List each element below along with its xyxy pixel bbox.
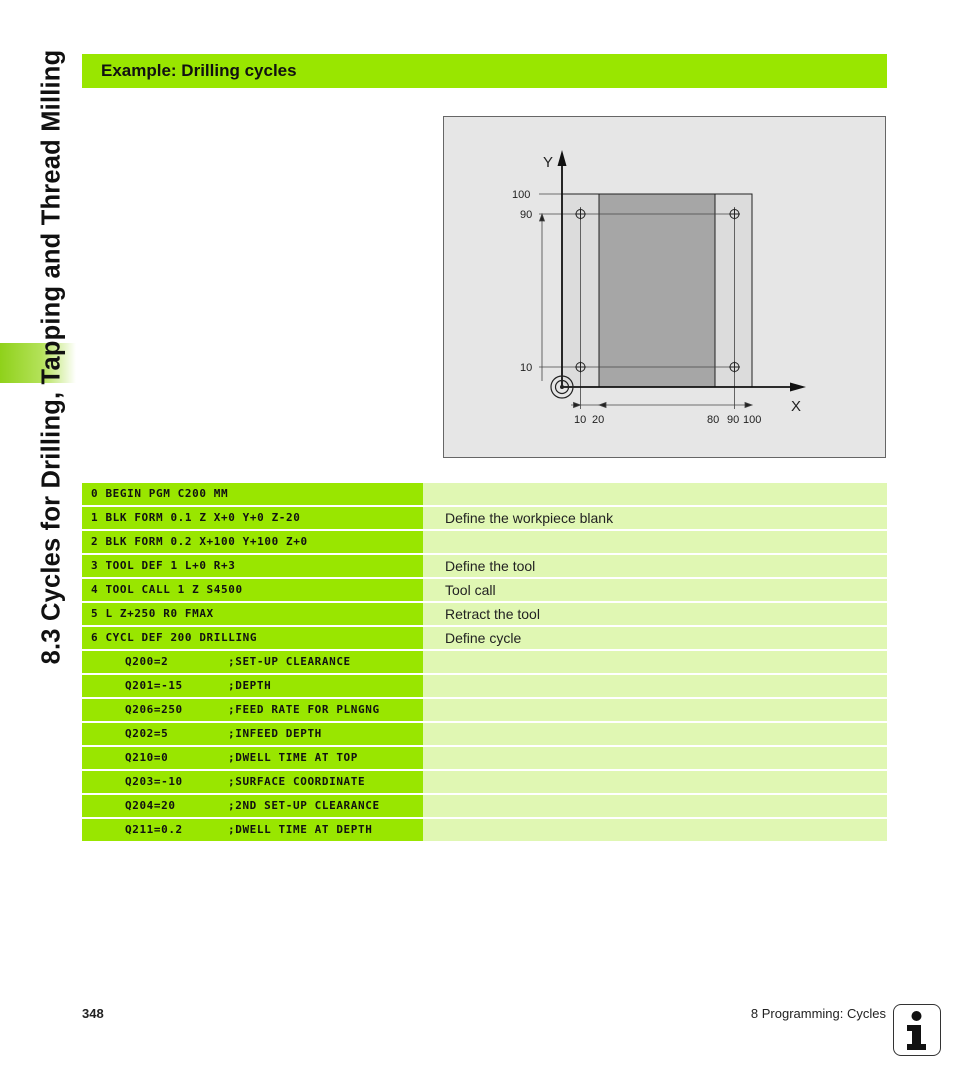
program-description: Retract the tool (423, 603, 887, 625)
program-description (423, 531, 887, 553)
program-description (423, 483, 887, 505)
program-description: Define the tool (423, 555, 887, 577)
program-row (82, 531, 887, 555)
y-tick-100: 100 (512, 189, 531, 201)
parameter-comment: ;SURFACE COORDINATE (228, 775, 366, 788)
program-line: 4 TOOL CALL 1 Z S4500 (91, 583, 243, 596)
parameter-value: Q204=20 (125, 799, 176, 812)
workpiece-drawing (444, 117, 885, 457)
program-line: 6 CYCL DEF 200 DRILLING (91, 631, 258, 644)
section-header (82, 54, 887, 88)
parameter-row (82, 819, 887, 843)
parameter-value: Q211=0.2 (125, 823, 183, 836)
parameter-comment: ;2ND SET-UP CLEARANCE (228, 799, 380, 812)
program-line: 0 BEGIN PGM C200 MM (91, 487, 229, 500)
program-line: 3 TOOL DEF 1 L+0 R+3 (91, 559, 236, 572)
parameter-comment: ;DWELL TIME AT TOP (228, 751, 359, 764)
parameter-row (82, 747, 887, 771)
x-tick-80: 80 (707, 414, 720, 426)
parameter-row (82, 675, 887, 699)
x-tick-20: 20 (592, 414, 605, 426)
parameter-row (82, 795, 887, 819)
program-line: 2 BLK FORM 0.2 X+100 Y+100 Z+0 (91, 535, 308, 548)
parameter-value: Q201=-15 (125, 679, 183, 692)
x-tick-10: 10 (574, 414, 587, 426)
program-row (82, 579, 887, 603)
chapter-side-title (32, 50, 72, 664)
x-tick-90: 90 (727, 414, 740, 426)
program-listing (82, 483, 887, 843)
program-description: Define cycle (423, 627, 887, 649)
parameter-description (423, 723, 887, 745)
info-icon (893, 1004, 941, 1056)
program-row (82, 603, 887, 627)
parameter-comment: ;SET-UP CLEARANCE (228, 655, 351, 668)
parameter-row (82, 651, 887, 675)
program-line: 5 L Z+250 R0 FMAX (91, 607, 214, 620)
parameter-row (82, 771, 887, 795)
workpiece-center-area (599, 194, 715, 387)
program-description: Define the workpiece blank (423, 507, 887, 529)
parameter-value: Q203=-10 (125, 775, 183, 788)
y-axis-label: Y (543, 154, 554, 171)
program-row (82, 507, 887, 531)
section-title: Example: Drilling cycles (101, 61, 297, 80)
y-axis-arrow (558, 150, 567, 166)
program-row (82, 627, 887, 651)
parameter-description (423, 699, 887, 721)
parameter-description (423, 771, 887, 793)
program-row (82, 483, 887, 507)
drilling-figure (443, 116, 886, 458)
footer-chapter-title: 8 Programming: Cycles (750, 1006, 886, 1021)
parameter-comment: ;INFEED DEPTH (228, 727, 322, 740)
parameter-description (423, 675, 887, 697)
parameter-description (423, 747, 887, 769)
parameter-comment: ;DWELL TIME AT DEPTH (228, 823, 373, 836)
y-tick-90: 90 (520, 209, 533, 221)
x-axis-arrow (790, 383, 806, 392)
program-description: Tool call (423, 579, 887, 601)
parameter-value: Q200=2 (125, 655, 169, 668)
parameter-description (423, 651, 887, 673)
parameter-row (82, 699, 887, 723)
y-tick-10: 10 (520, 362, 533, 374)
parameter-row (82, 723, 887, 747)
program-row (82, 555, 887, 579)
page-number: 348 (82, 1006, 104, 1021)
parameter-value: Q202=5 (125, 727, 169, 740)
x-axis-label: X (791, 398, 802, 415)
chapter-side-title-text: 8.3 Cycles for Drilling, Tapping and Thread Milling (37, 49, 66, 665)
parameter-value: Q210=0 (125, 751, 169, 764)
program-line: 1 BLK FORM 0.1 Z X+0 Y+0 Z-20 (91, 511, 301, 524)
parameter-value: Q206=250 (125, 703, 183, 716)
parameter-comment: ;DEPTH (228, 679, 272, 692)
x-tick-100: 100 (743, 414, 762, 426)
parameter-description (423, 795, 887, 817)
parameter-description (423, 819, 887, 841)
parameter-comment: ;FEED RATE FOR PLNGNG (228, 703, 380, 716)
